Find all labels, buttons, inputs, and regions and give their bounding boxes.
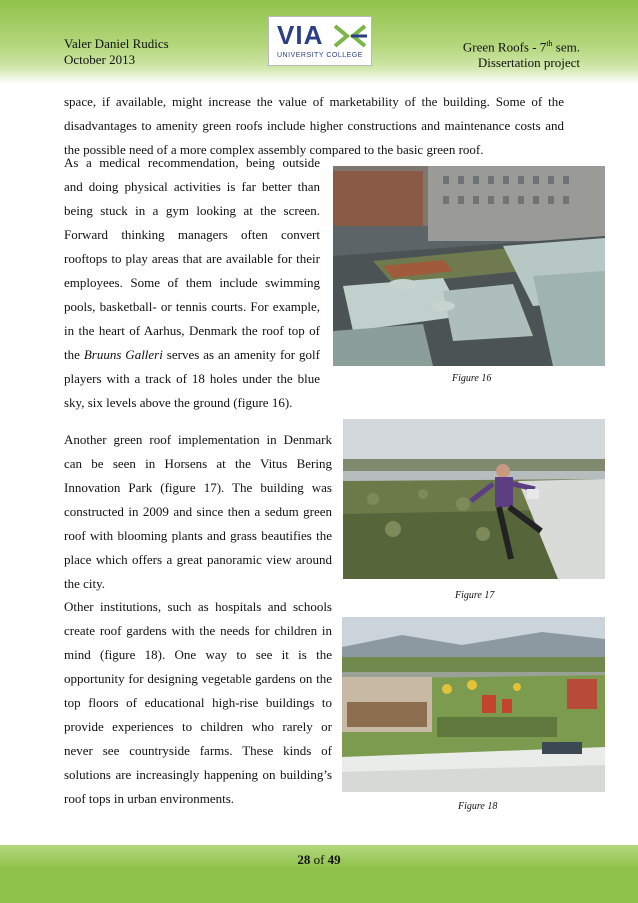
document-date: October 2013 bbox=[64, 52, 136, 67]
paragraph-bruuns-galleri: As a medical recommendation, being outside and doing physical activities is far better than being stuck in a gym looking at the screen. Forward thinking managers often convert rooftops to play areas that are available for their employees. Some of them include swimming pools, basketball- or tennis courts. For example, in the heart of Aarhus, Denmark the roof top of the Bruuns Galleri serves as an amenity for golf players with a track of 18 holes under the blue sky, six levels above the ground (figure 16). bbox=[64, 155, 320, 410]
logo-arrows-icon bbox=[333, 22, 367, 50]
bruuns-galleri-name: Bruuns Galleri bbox=[83, 347, 163, 362]
page-number: 28 of 49 bbox=[297, 852, 341, 867]
page-header bbox=[0, 0, 638, 84]
document-type: Dissertation project bbox=[477, 55, 580, 71]
paragraph-roof-gardens: Other institutions, such as hospitals and schools create roof gardens with the needs for children in mind (figure 18). One way to see it is the opportunity for designing vegetable gardens on the top floors of educational high-rise buildings to provide experiences to children who rarely or never see countryside farms. These kinds of solutions are increasingly happening on building’s roof tops in urban environments. bbox=[64, 599, 332, 806]
header-left bbox=[64, 36, 169, 68]
paragraph-amenity-disadvantages: space, if available, might increase the value of marketability of the building. Some of the disadvantages to amenity green roofs include higher constructions and maintenance costs and the possible need of a more complex assembly compared to the basic green roof. bbox=[64, 94, 564, 157]
total-pages: 49 bbox=[327, 852, 341, 867]
paragraph-vitus-bering: Another green roof implementation in Denmark can be seen in Horsens at the Vitus Bering Innovation Park (figure 17). The building was constructed in 2009 and since then a sedum green roof with blooming plants and grass beautifies the place which offers a great panoramic view around the city. bbox=[64, 432, 332, 591]
figure-16-photo bbox=[333, 166, 605, 366]
logo-main-text: VIA bbox=[277, 20, 324, 50]
via-university-college-logo bbox=[268, 16, 372, 66]
figure-16-caption: Figure 16 bbox=[452, 373, 492, 384]
author-name: Valer Daniel Rudics bbox=[64, 36, 169, 51]
header-right bbox=[463, 36, 580, 71]
figure-18-photo bbox=[342, 617, 605, 792]
figure-18-caption: Figure 18 bbox=[458, 801, 498, 812]
figure-17-caption: Figure 17 bbox=[455, 590, 495, 601]
logo-subtitle: UNIVERSITY COLLEGE bbox=[277, 52, 363, 59]
figure-17-photo bbox=[343, 419, 605, 579]
current-page: 28 bbox=[297, 852, 311, 867]
course-title: Green Roofs - 7th sem. bbox=[462, 39, 580, 55]
page-footer bbox=[0, 845, 638, 903]
